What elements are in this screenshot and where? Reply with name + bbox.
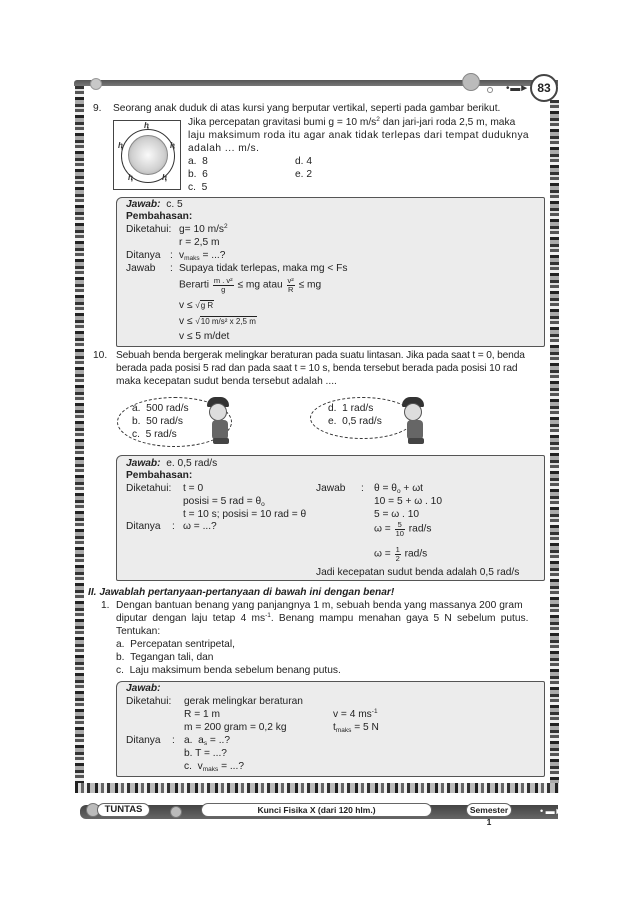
asked-value: c. $v_{maks}$ = ...? bbox=[184, 761, 245, 773]
question-10-number: 10. bbox=[93, 350, 108, 361]
solution-result: v ≤ 5 m/det bbox=[179, 331, 230, 342]
conclusion-text: Jadi kecepatan sudut benda adalah 0,5 rad/s bbox=[316, 567, 520, 578]
decorative-border-right bbox=[550, 100, 559, 783]
option-d: d. 4 bbox=[295, 156, 313, 167]
question-9-text-line: adalah ... m/s. bbox=[188, 143, 260, 154]
question-1-text-line: diputar dengan laju tetap 4 $ms^{-1}$. Benang mampu menahan gaya 5 N sebelum putus. bbox=[116, 612, 529, 624]
question-10-text-line: Sebuah benda bergerak melingkar beraturan pada suatu lintasan. Jika pada saat t = 0, benda bbox=[116, 350, 525, 361]
solution-step-formula: v ≤ √g R bbox=[179, 300, 214, 311]
answer-key-10: Jawab: e. 0,5 rad/s bbox=[126, 458, 218, 469]
given-value: $t_{maks} = 5$ N bbox=[333, 722, 379, 734]
equation-step: 5 = ω . 10 bbox=[374, 509, 420, 520]
solution-step-formula: Berarti $\frac{\text{m . v²}}{g}$ ≤ mg atau $\frac{\text{v²}}{R}$ ≤ mg bbox=[179, 276, 322, 294]
sub-question-b: b. Tegangan tali, dan bbox=[116, 652, 214, 663]
given-value: g= 10 $m/s^2$ bbox=[179, 223, 228, 235]
given-value: gerak melingkar beraturan bbox=[184, 696, 303, 707]
answer-key-9: Jawab: c. 5 bbox=[126, 199, 183, 210]
question-1-text-line: Tentukan: bbox=[116, 626, 161, 637]
footer-semester: Semester 1 bbox=[466, 803, 512, 817]
question-1-number: 1. bbox=[101, 600, 110, 611]
header-dot-decoration bbox=[462, 73, 480, 91]
footer-dot-decoration bbox=[170, 806, 182, 818]
ditanya-label: Ditanya bbox=[126, 735, 161, 746]
given-value: R = 1 m bbox=[184, 709, 220, 720]
solution-step-formula: v ≤ √10 m/s² x 2,5 m bbox=[179, 316, 256, 327]
answer-box-s2-1 bbox=[116, 681, 545, 777]
header-dot-decoration bbox=[90, 78, 102, 90]
pembahasan-label: Pembahasan: bbox=[126, 470, 193, 481]
equation-step: ω = $\frac{1}{2}$ rad/s bbox=[374, 545, 428, 563]
asked-value: b. T = ...? bbox=[184, 748, 227, 759]
jawab-label: Jawab bbox=[316, 483, 346, 494]
footer-badge: TUNTAS bbox=[97, 803, 150, 817]
ditanya-label: Ditanya bbox=[126, 521, 161, 532]
option-c: c. 5 bbox=[188, 182, 208, 193]
student-mascot-icon bbox=[205, 395, 235, 445]
question-10-text-line: berada pada posisi 5 rad dan pada saat t = 10 s, benda tersebut berada pada posisi 10 rad bbox=[116, 363, 518, 374]
question-10-text-line: maka kecepatan sudut benda tersebut adalah .... bbox=[116, 376, 337, 387]
student-mascot-icon bbox=[400, 395, 430, 445]
given-value: m = 200 gram = 0,2 kg bbox=[184, 722, 287, 733]
given-value: t = 0 bbox=[183, 483, 204, 494]
colon: : bbox=[170, 263, 173, 274]
header-bar bbox=[74, 80, 558, 86]
asked-value: a. $a_s$ = ..? bbox=[184, 735, 231, 747]
question-1-text-line: Dengan bantuan benang yang panjangnya 1 m, sebuah benda yang massanya 200 gram bbox=[116, 600, 523, 611]
given-value: t = 10 s; posisi = 10 rad = θ bbox=[183, 509, 307, 520]
pembahasan-label: Pembahasan: bbox=[126, 211, 193, 222]
diketahui-label: Diketahui: bbox=[126, 483, 172, 494]
ditanya-label: Ditanya bbox=[126, 250, 161, 261]
option-a: a. 8 bbox=[188, 156, 208, 167]
option-a: a. 500 rad/s bbox=[132, 403, 189, 414]
jawab-label: Jawab: bbox=[126, 683, 161, 694]
given-value: r = 2,5 m bbox=[179, 237, 220, 248]
decorative-border-left bbox=[75, 86, 84, 783]
given-value: posisi = 5 rad = $\theta_o$ bbox=[183, 496, 265, 508]
question-9-text-line: Jika percepatan gravitasi bumi g = 10 $m/s^2$ dan jari-jari roda 2,5 m, maka bbox=[188, 116, 516, 128]
option-d: d. 1 rad/s bbox=[328, 403, 374, 414]
option-e: e. 0,5 rad/s bbox=[328, 416, 382, 427]
asked-value: $v_{maks}$ = ...? bbox=[179, 250, 226, 262]
diketahui-label: Diketahui: bbox=[126, 224, 172, 235]
sub-question-a: a. Percepatan sentripetal, bbox=[116, 639, 235, 650]
decorative-border-bottom bbox=[75, 783, 559, 793]
ferris-wheel-icon: ⱨ ⱨ ⱨ ⱨ ⱨ bbox=[113, 120, 181, 190]
arrow-right-icon: • ▬► bbox=[506, 83, 529, 94]
asked-value: ω = ...? bbox=[183, 521, 217, 532]
equation-step: $\theta = \theta_o + \omega t$ bbox=[374, 483, 423, 495]
colon: : bbox=[172, 735, 175, 746]
colon: : bbox=[172, 521, 175, 532]
given-value: v = 4 $ms^{-1}$ bbox=[333, 708, 378, 720]
equation-step: 10 = 5 + ω . 10 bbox=[374, 496, 442, 507]
page-number: 83 bbox=[530, 74, 558, 102]
equation-step: ω = $\frac{5}{10}$ rad/s bbox=[374, 520, 432, 538]
colon: : bbox=[361, 483, 364, 494]
colon: : bbox=[170, 250, 173, 261]
diketahui-label: Diketahui: bbox=[126, 696, 172, 707]
sub-question-c: c. Laju maksimum benda sebelum benang putus. bbox=[116, 665, 341, 676]
option-b: b. 6 bbox=[188, 169, 208, 180]
question-9-number: 9. bbox=[93, 103, 102, 114]
jawab-label: Jawab bbox=[126, 263, 156, 274]
section-heading: II. Jawablah pertanyaan-pertanyaan di bawah ini dengan benar! bbox=[88, 587, 395, 598]
option-b: b. 50 rad/s bbox=[132, 416, 183, 427]
option-e: e. 2 bbox=[295, 169, 313, 180]
question-9-stem: Seorang anak duduk di atas kursi yang berputar vertikal, seperti pada gambar berikut. bbox=[113, 103, 501, 114]
question-9-text-line: laju maksimum roda itu agar anak tidak terlepas dari tempat duduknya bbox=[188, 130, 529, 141]
option-c: c. 5 rad/s bbox=[132, 429, 177, 440]
header-dot-decoration bbox=[487, 87, 493, 93]
footer-book-title: Kunci Fisika X (dari 120 hlm.) bbox=[201, 803, 432, 817]
solution-step: Supaya tidak terlepas, maka mg < Fs bbox=[179, 263, 348, 274]
arrow-right-icon: • ▬► bbox=[540, 806, 564, 816]
